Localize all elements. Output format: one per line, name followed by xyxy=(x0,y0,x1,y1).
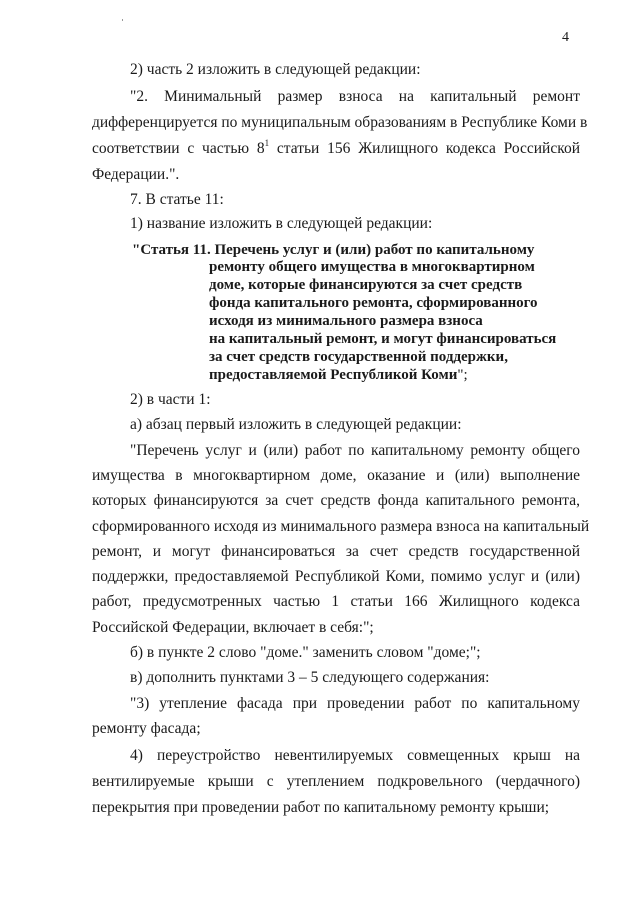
paragraph-line: "2. Минимальный размер взноса на капитальный ремонт xyxy=(130,88,580,105)
article-title: "Статья 11. Перечень услуг и (или) работ по капитальному xyxy=(132,242,535,258)
paragraph-line: б) в пункте 2 слово "доме." заменить словом "доме;"; xyxy=(130,644,481,661)
paragraph-line: 1) название изложить в следующей редакции: xyxy=(130,215,433,232)
article-title: фонда капитального ремонта, сформированного xyxy=(209,295,538,311)
scan-speck xyxy=(122,19,123,21)
paragraph-line: Российской Федерации, включает в себя:"; xyxy=(92,619,374,636)
paragraph-line: вентилируемые крыши с утеплением подкровельного (чердачного) xyxy=(92,773,580,790)
article-title: ремонту общего имущества в многоквартирном xyxy=(209,259,535,275)
article-title: исходя из минимального размера взноса xyxy=(209,313,483,329)
paragraph-line: 2) в части 1: xyxy=(130,391,211,408)
paragraph-line: работ, предусмотренных частью 1 статьи 166 Жилищного кодекса xyxy=(92,593,580,610)
paragraph-line: в) дополнить пунктами 3 – 5 следующего содержания: xyxy=(130,669,490,686)
text-segment: предоставляемой Республикой Коми xyxy=(209,367,458,383)
text-segment: соответствии с частью 8 xyxy=(92,140,265,157)
text-segment: статьи 156 Жилищного кодекса Российской xyxy=(269,140,581,157)
page-number: 4 xyxy=(562,30,569,45)
paragraph-line: которых финансируются за счет средств фонда капитального ремонта, xyxy=(92,492,580,509)
paragraph-line: перекрытия при проведении работ по капитальному ремонту крыши; xyxy=(92,799,550,816)
text-segment: "; xyxy=(457,367,468,383)
paragraph-line: сформированного исходя из минимального размера взноса на капитальный xyxy=(92,518,590,535)
article-title xyxy=(209,366,468,384)
article-title: за счет средств государственной поддержки, xyxy=(209,349,508,365)
paragraph-line xyxy=(92,139,580,159)
superscript: 1 xyxy=(264,138,270,148)
paragraph-line: "Перечень услуг и (или) работ по капитальному ремонту общего xyxy=(130,442,580,459)
paragraph-line: 2) часть 2 изложить в следующей редакции: xyxy=(130,61,421,78)
paragraph-line: поддержки, предоставляемой Республикой Коми, помимо услуг и (или) xyxy=(92,568,580,585)
article-title: доме, которые финансируются за счет средств xyxy=(209,277,523,293)
paragraph-line: "3) утепление фасада при проведении работ по капитальному xyxy=(130,695,580,712)
paragraph-line: Федерации.". xyxy=(92,166,180,183)
article-title: на капитальный ремонт, и могут финансироваться xyxy=(209,331,557,347)
paragraph-line: дифференцируется по муниципальным образованиям в Республике Коми в xyxy=(92,114,588,131)
paragraph-line: ремонту фасада; xyxy=(92,720,201,737)
paragraph-line: 4) переустройство невентилируемых совмещенных крыш на xyxy=(130,747,580,764)
paragraph-line: ремонт, и могут финансироваться за счет средств государственной xyxy=(92,543,580,560)
paragraph-line: а) абзац первый изложить в следующей редакции: xyxy=(130,416,462,433)
paragraph-line: имущества в многоквартирном доме, оказание и (или) выполнение xyxy=(92,467,580,484)
paragraph-line: 7. В статье 11: xyxy=(130,191,224,208)
